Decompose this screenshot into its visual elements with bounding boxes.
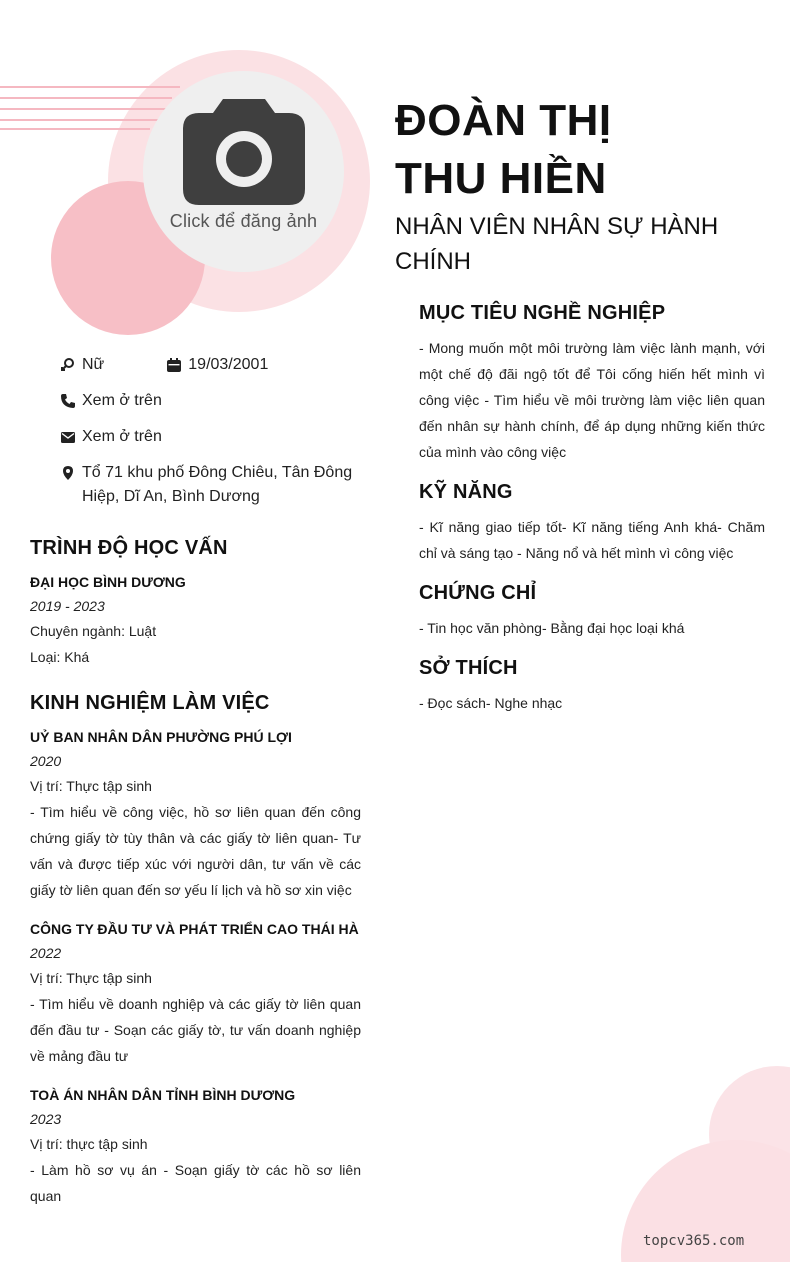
phone-icon xyxy=(60,393,76,409)
address-value: Tổ 71 khu phố Đông Chiêu, Tân Đông Hiệp, Dĩ An, Bình Dương xyxy=(82,464,353,505)
birthday-value: 19/03/2001 xyxy=(188,356,269,373)
name-line-2: THU HIỀN xyxy=(395,154,607,203)
education-period: 2019 - 2023 xyxy=(30,598,105,614)
experience-item xyxy=(30,1083,361,1209)
experience-position: Vị trí: Thực tập sinh xyxy=(30,778,152,794)
watermark: topcv365.com xyxy=(643,1233,745,1249)
education-grade: Loại: Khá xyxy=(30,649,90,665)
objective-section xyxy=(419,302,765,465)
email-value: Xem ở trên xyxy=(82,428,162,445)
job-title: NHÂN VIÊN NHÂN SỰ HÀNH CHÍNH xyxy=(395,213,719,275)
candidate-name xyxy=(395,92,612,208)
certificates-text: - Tin học văn phòng- Bằng đại học loại khá xyxy=(419,620,685,636)
experience-description: - Tìm hiểu về doanh nghiệp và các giấy tờ liên quan đến đầu tư - Soạn các giấy tờ, tư vấn doanh nghiệp về mảng đầu tư xyxy=(30,996,361,1064)
experience-section xyxy=(30,692,361,1209)
experience-description: - Làm hồ sơ vụ án - Soạn giấy tờ các hồ sơ liên quan xyxy=(30,1162,361,1204)
hobbies-title: SỞ THÍCH xyxy=(419,657,518,679)
hobbies-section xyxy=(419,657,765,716)
right-column xyxy=(419,302,765,732)
experience-year: 2020 xyxy=(30,753,62,769)
experience-org: CÔNG TY ĐẦU TƯ VÀ PHÁT TRIỂN CAO THÁI HÀ xyxy=(30,921,359,937)
hobbies-text: - Đọc sách- Nghe nhạc xyxy=(419,695,563,711)
experience-position: Vị trí: Thực tập sinh xyxy=(30,970,152,986)
gender-icon xyxy=(60,357,76,373)
school-name: ĐẠI HỌC BÌNH DƯƠNG xyxy=(30,574,186,590)
experience-year: 2022 xyxy=(30,945,62,961)
skills-title: KỸ NĂNG xyxy=(419,481,513,503)
experience-item xyxy=(30,725,361,903)
calendar-icon xyxy=(166,357,182,373)
objective-text: - Mong muốn một môi trường làm việc lành mạnh, với một chế độ đãi ngộ tốt để Tôi cống hiến hết mình vì công việc - Tìm hiểu về môi trường làm việc liên quan đến nhân sự hành chính, để áp dụng những kiến thức của mình vào công việc xyxy=(419,340,765,460)
experience-org: TOÀ ÁN NHÂN DÂN TỈNH BÌNH DƯƠNG xyxy=(30,1087,296,1103)
location-icon xyxy=(60,465,76,481)
experience-position: Vị trí: thực tập sinh xyxy=(30,1136,148,1152)
experience-org: UỶ BAN NHÂN DÂN PHƯỜNG PHÚ LỢI xyxy=(30,729,292,745)
education-section xyxy=(30,537,361,670)
skills-text: - Kĩ năng giao tiếp tốt- Kĩ năng tiếng Anh khá- Chăm chỉ và sáng tạo - Năng nổ và hết mình vì công việc xyxy=(419,519,765,561)
experience-title: KINH NGHIỆM LÀM VIỆC xyxy=(30,692,270,714)
name-line-1: ĐOÀN THỊ xyxy=(395,96,612,145)
camera-icon xyxy=(183,99,305,205)
education-major: Chuyên ngành: Luật xyxy=(30,623,157,639)
contact-info xyxy=(60,353,360,521)
phone-value: Xem ở trên xyxy=(82,392,162,409)
photo-caption: Click để đăng ảnh xyxy=(169,211,318,231)
objective-title: MỤC TIÊU NGHỀ NGHIỆP xyxy=(419,302,666,324)
education-title: TRÌNH ĐỘ HỌC VẤN xyxy=(30,537,228,559)
skills-section xyxy=(419,481,765,566)
left-column xyxy=(30,537,361,1231)
email-icon xyxy=(60,429,76,445)
certificates-section xyxy=(419,582,765,641)
gender-value: Nữ xyxy=(82,356,105,373)
experience-item xyxy=(30,917,361,1069)
experience-description: - Tìm hiểu về công việc, hồ sơ liên quan đến công chứng giấy tờ tùy thân và các giấy tờ liên quan- Tư vấn và được tiếp xúc với người dân, tư vấn về các giấy tờ liên quan đến sơ yếu lí lịch và hồ sơ xin việc xyxy=(30,804,361,898)
certificates-title: CHỨNG CHỈ xyxy=(419,582,537,604)
experience-year: 2023 xyxy=(30,1111,62,1127)
avatar-upload[interactable] xyxy=(143,71,344,272)
